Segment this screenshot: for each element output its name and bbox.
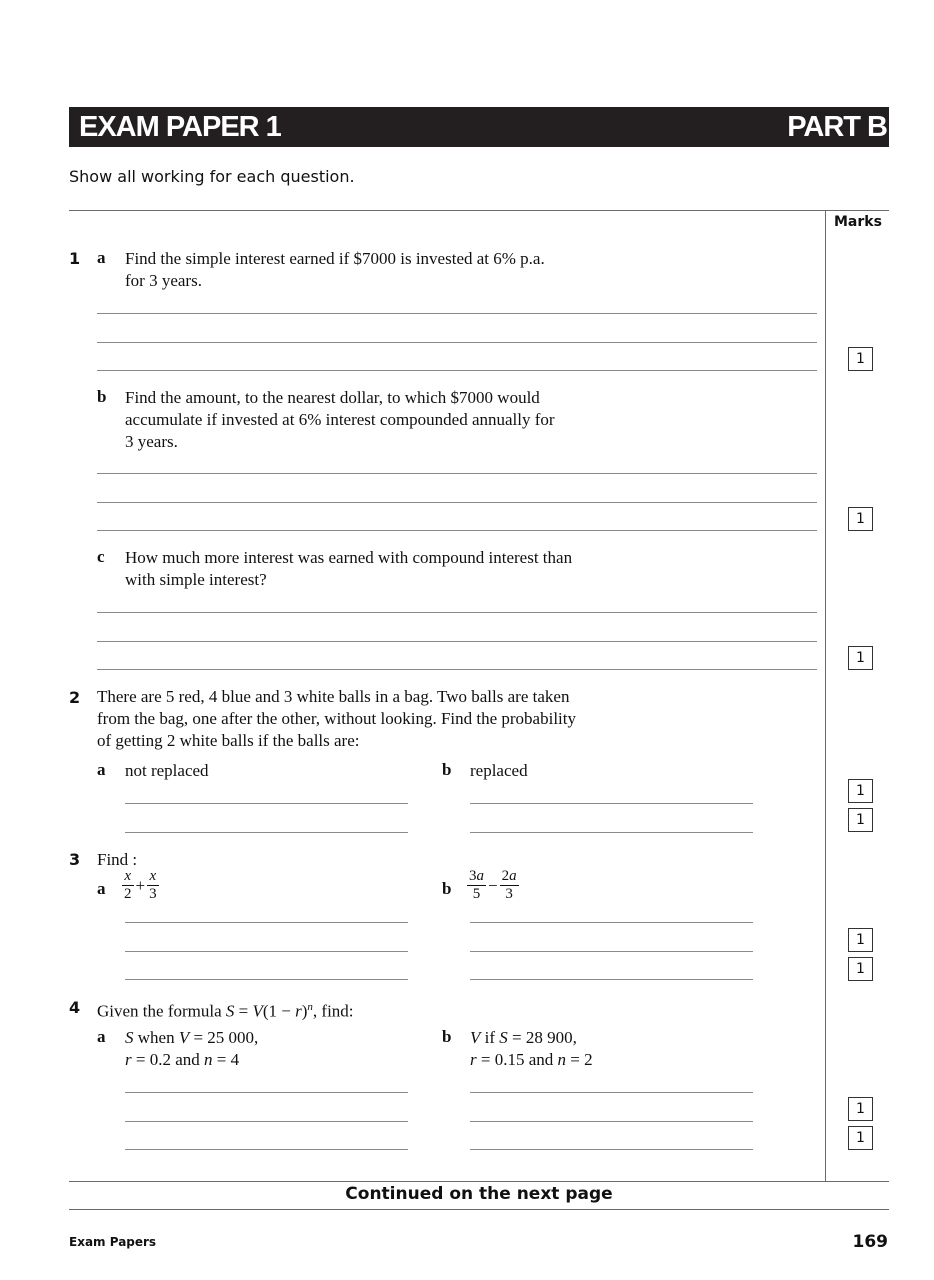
var: r (470, 1050, 477, 1069)
answer-line[interactable] (125, 1092, 408, 1093)
mark-box-q4b: 1 (848, 1126, 873, 1150)
fraction (467, 868, 486, 903)
value: = 0.2 and (131, 1050, 205, 1069)
answer-line[interactable] (125, 1121, 408, 1122)
q4b-text (470, 1027, 593, 1071)
part-label: PART B (787, 111, 887, 143)
page-number: 169 (852, 1232, 888, 1252)
value: = 25 000, (189, 1028, 259, 1047)
var: r (125, 1050, 132, 1069)
mark-box-q2b: 1 (848, 808, 873, 832)
q4-intro-end: , find: (312, 1001, 354, 1021)
var: V (470, 1028, 481, 1047)
q2-text: There are 5 red, 4 blue and 3 white balls in a bag. Two balls are taken from the bag, one after the other, without looking. Find the probability of getting 2 white balls if the balls are: (97, 687, 576, 750)
operator: + (135, 875, 146, 895)
q3a-label: a (97, 879, 106, 898)
var: n (204, 1050, 213, 1069)
mark-box-q2a: 1 (848, 779, 873, 803)
answer-line[interactable] (125, 922, 408, 923)
q4a-text (125, 1027, 258, 1071)
q1b-label: b (97, 387, 107, 406)
q1c-text: How much more interest was earned with compound interest than with simple interest? (125, 548, 573, 589)
formula-close: ) (301, 1001, 308, 1021)
denominator: 3 (505, 886, 513, 902)
answer-line[interactable] (470, 1092, 753, 1093)
var: S (499, 1028, 508, 1047)
text: if (480, 1028, 500, 1047)
coefficient: 3 (469, 868, 477, 884)
answer-line[interactable] (125, 832, 408, 833)
answer-line[interactable] (470, 832, 753, 833)
q1b-text: Find the amount, to the nearest dollar, to which $7000 would accumulate if invested at 6% interest compounded annually for 3 years. (125, 388, 555, 451)
marks-heading: Marks (834, 214, 882, 230)
var: S (125, 1028, 134, 1047)
answer-line[interactable] (97, 313, 817, 314)
q2a-text: not replaced (125, 761, 209, 780)
formula-var-v: V (252, 1001, 263, 1021)
denominator: 3 (149, 886, 157, 902)
numerator (467, 868, 486, 886)
variable: a (476, 868, 484, 884)
instructions: Show all working for each question. (69, 167, 355, 186)
coefficient: 2 (501, 868, 510, 884)
question-4-number: 4 (69, 998, 81, 1017)
q1a-label: a (97, 248, 106, 267)
q3b-expression (467, 868, 519, 903)
answer-line[interactable] (97, 612, 817, 613)
fraction (500, 868, 519, 903)
value: = 28 900, (507, 1028, 577, 1047)
answer-line[interactable] (97, 473, 817, 474)
q2b-text: replaced (470, 761, 528, 780)
mark-box-q3a: 1 (848, 928, 873, 952)
q1c-label: c (97, 547, 105, 566)
formula-var-r: r (295, 1001, 302, 1021)
answer-line[interactable] (125, 803, 408, 804)
answer-line[interactable] (97, 502, 817, 503)
q3a-expression (122, 868, 159, 903)
q2b-label: b (442, 760, 452, 779)
answer-line[interactable] (97, 530, 817, 531)
q4-intro: Given the formula (97, 1001, 222, 1021)
value: = 4 (212, 1050, 240, 1069)
numerator (500, 868, 519, 886)
q4a-label: a (97, 1027, 106, 1046)
question-3-number: 3 (69, 850, 81, 869)
answer-line[interactable] (97, 370, 817, 371)
formula-equals: = (234, 1001, 253, 1021)
answer-line[interactable] (97, 641, 817, 642)
q4b-label: b (442, 1027, 452, 1046)
value: = 2 (566, 1050, 593, 1069)
variable: a (509, 868, 517, 884)
var: V (178, 1028, 190, 1047)
fraction (122, 868, 134, 903)
q2a-label: a (97, 760, 106, 779)
formula-exponent-n: n (307, 1001, 313, 1013)
mark-box-q1b: 1 (848, 507, 873, 531)
marks-column-divider (825, 210, 826, 1181)
q4-text (97, 996, 354, 1023)
question-1-number: 1 (69, 249, 81, 268)
text: when (133, 1028, 179, 1047)
question-2-number: 2 (69, 688, 81, 707)
mark-box-q4a: 1 (848, 1097, 873, 1121)
bottom-rule (69, 1181, 889, 1182)
mark-box-q1a: 1 (848, 347, 873, 371)
answer-line[interactable] (125, 1149, 408, 1150)
value: = 0.15 and (476, 1050, 558, 1069)
answer-line[interactable] (97, 342, 817, 343)
answer-line[interactable] (470, 951, 753, 952)
answer-line[interactable] (125, 979, 408, 980)
answer-line[interactable] (470, 1121, 753, 1122)
mark-box-q1c: 1 (848, 646, 873, 670)
numerator: x (147, 868, 159, 886)
continued-notice: Continued on the next page (345, 1184, 613, 1204)
top-rule (69, 210, 889, 211)
q3b-label: b (442, 879, 452, 898)
denominator: 2 (124, 886, 132, 902)
formula-paren: (1 − (262, 1001, 296, 1021)
answer-line[interactable] (470, 922, 753, 923)
answer-line[interactable] (470, 979, 753, 980)
answer-line[interactable] (470, 803, 753, 804)
operator: − (488, 875, 498, 895)
var: n (557, 1050, 567, 1069)
mark-box-q3b: 1 (848, 957, 873, 981)
numerator: x (122, 868, 134, 886)
q1a-text: Find the simple interest earned if $7000 is invested at 6% p.a. for 3 years. (125, 249, 545, 290)
denominator: 5 (472, 886, 481, 902)
exam-title: EXAM PAPER 1 (79, 111, 281, 143)
answer-line[interactable] (125, 951, 408, 952)
section-name: Exam Papers (69, 1235, 157, 1249)
fraction (147, 868, 159, 903)
formula-var-s: S (225, 1001, 235, 1021)
answer-line[interactable] (97, 669, 817, 670)
answer-line[interactable] (470, 1149, 753, 1150)
footer-rule (69, 1209, 889, 1210)
q3-text: Find : (97, 850, 138, 869)
